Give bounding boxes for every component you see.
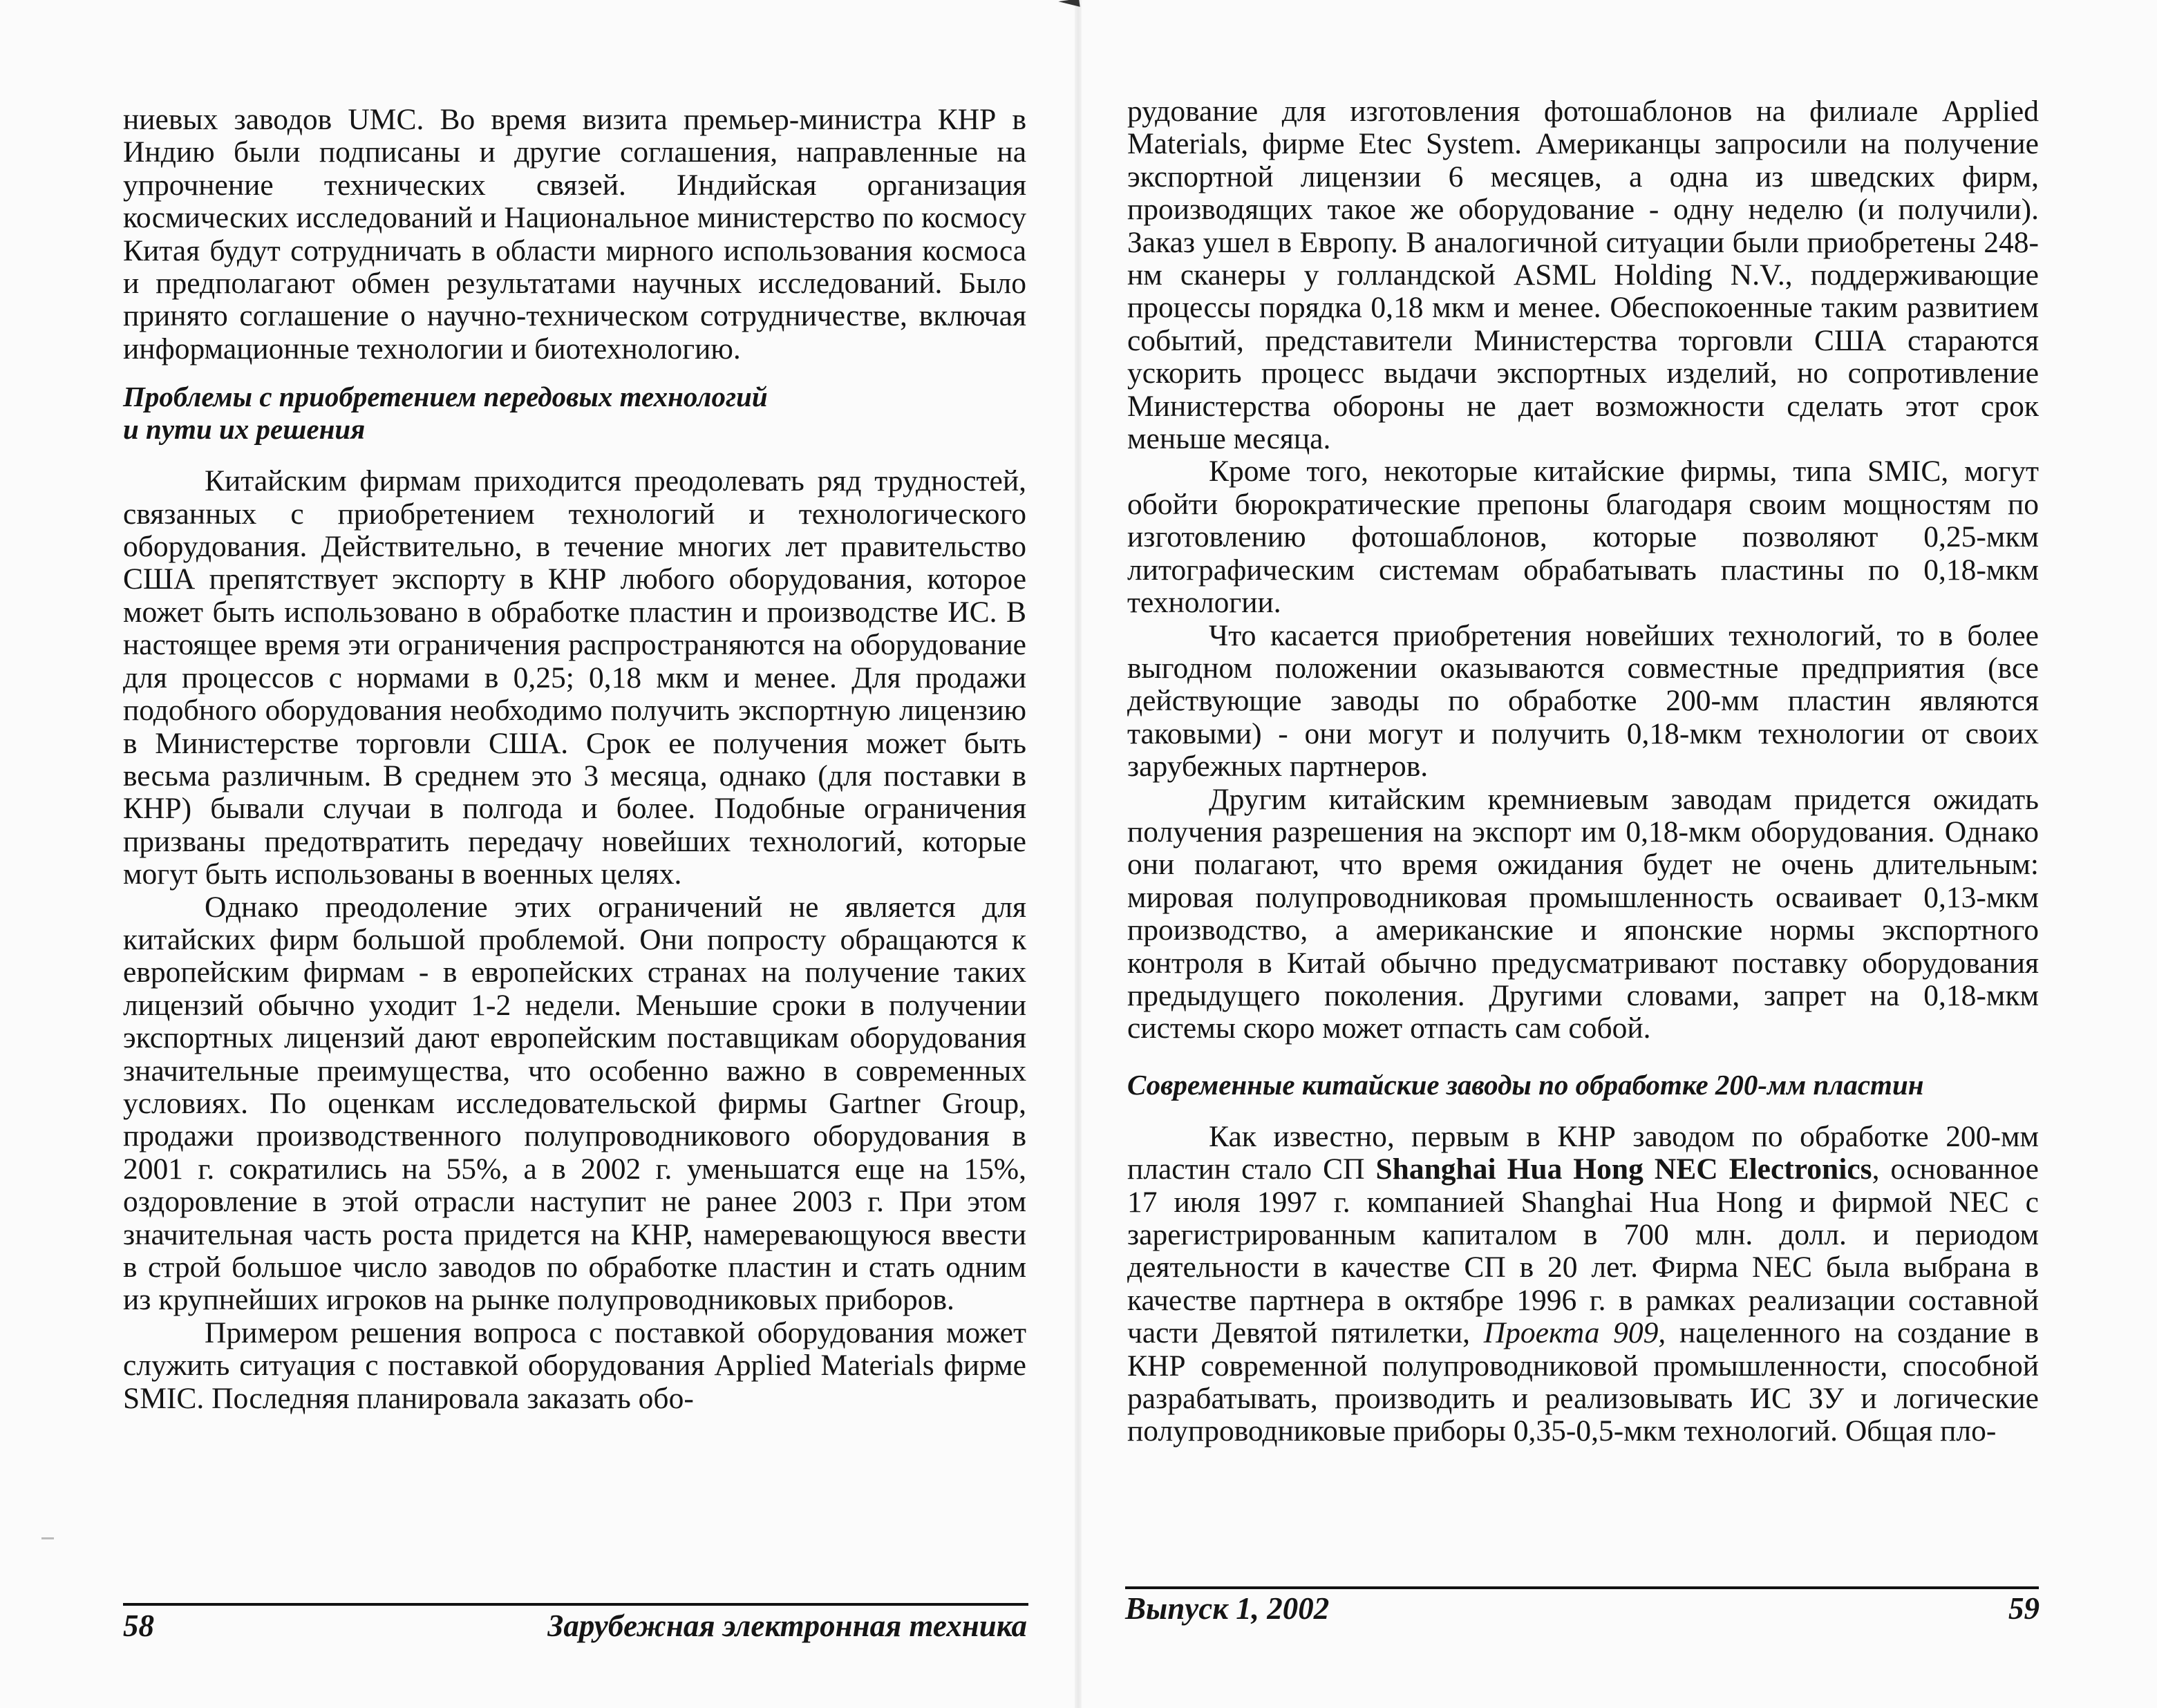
section-heading <box>123 381 1026 446</box>
paragraph: Примером решения вопроса с поставкой оборудования может служить ситуация с поставкой оборудования Applied Materials фирме SMIC. Последняя планировала заказать обо- <box>123 1316 1026 1415</box>
text-run: нацеленного на создание в КНР современной полупроводниковой промышленности, способной разрабатывать, производить и реализовывать ИС ЗУ и логические полупроводниковые приборы 0,35-0,5-мкм технологий. Общая пло- <box>1127 1316 2039 1448</box>
company-name: Shanghai Hua Hong NEC Electronics <box>1375 1152 1872 1186</box>
paragraph: Что касается приобретения новейших технологий, то в более выгодном положении оказываются совместные предприятия (все действующие заводы по обработке 200-мм пластин являются таковыми) - они могут и получить 0,18-мкм технологии от своих зарубежных партнеров. <box>1127 618 2039 784</box>
issue-label: Выпуск 1, 2002 <box>1125 1591 1330 1626</box>
project-name: Проекта 909, <box>1483 1316 1666 1350</box>
footer-rule <box>1125 1586 2039 1589</box>
text-run: Как известно, первым в КНР заводом по обработке 200-мм пластин стало СП <box>1127 1119 2039 1186</box>
paragraph: Кроме того, некоторые китайские фирмы, типа SMIC, могут обойти бюрократические препоны благодаря своим мощностям по изготовлению фотошаблонов, которые позволяют 0,25-мкм литографическим системам обрабатывать пластины по 0,18-мкм технологии. <box>1127 455 2039 620</box>
paragraph: Другим китайским кремниевым заводам придется ожидать получения разрешения на экспорт им 0,18-мкм оборудования. Однако они полагают, что время ожидания будет не очень длительным: мировая полупроводниковая промышленность осваивает 0,13-мкм производство, а американские и японские нормы экспортного контроля в Китай обычно предусматривают поставку оборудования предыдущего поколения. Другими словами, запрет на 0,18-мкм системы скоро может отпасть сам собой. <box>1127 782 2039 1045</box>
journal-title: Зарубежная электронная техника <box>547 1609 1027 1643</box>
paragraph: Однако преодоление этих ограничений не является для китайских фирм большой проблемой. Они попросту обращаются к европейским фирмам - в европейских странах на получение таких лицензий обычно уходит 1-2 недели. Меньшие сроки в получении экспортных лицензий дают европейским поставщикам оборудования значительные преимущества, что особенно важно в современных условиях. По оценкам исследовательской фирмы Gartner Group, продажи производственного полупроводникового оборудования в 2001 г. сократились на 55%, а в 2002 г. уменьшатся еще на 15%, оздоровление в этой отрасли наступит не ранее 2003 г. При этом значительная часть роста придется на КНР, намеревающуюся ввести в строй большое число заводов по обработке пластин и стать одним из крупнейших игроков на рынке полупроводниковых приборов. <box>123 890 1026 1317</box>
section-heading-line: и пути их решения <box>123 413 366 446</box>
right-page <box>1078 0 2157 1708</box>
left-text-column <box>123 104 1026 1415</box>
paragraph: рудование для изготовления фотошаблонов на филиале Applied Materials, фирме Etec System. Американцы запросили на получение экспортной лицензии 6 месяцев, а одна из шведских фирм, производящих такое же оборудование - одну неделю (и получили). Заказ ушел в Европу. В аналогичной ситуации были приобретены 248-нм сканеры у голландской ASML Holding N.V., поддерживающие процессы порядка 0,18 мкм и менее. Обеспокоенные таким развитием событий, представители Министерства торговли США стараются ускорить процесс выдачи экспортных изделий, но сопротивление Министерства обороны не дает возможности сделать этот срок меньше месяца. <box>1127 95 2039 456</box>
right-text-column <box>1127 95 2039 1448</box>
page-number: 58 <box>123 1609 154 1643</box>
footer-rule <box>123 1603 1028 1606</box>
paragraph: Китайским фирмам приходится преодолевать ряд трудностей, связанных с приобретением технологий и технологического оборудования. Действительно, в течение многих лет правительство США препятствует экспорту в КНР любого оборудования, которое может быть использовано в обработке пластин и производстве ИС. В настоящее время эти ограничения распространяются на оборудование для процессов с нормами в 0,25; 0,18 мкм и менее. Для продажи подобного оборудования необходимо получить экспортную лицензию в Министерстве торговли США. Срок ее получения может быть весьма различным. В среднем это 3 месяца, однако (для поставки в КНР) бывали случаи в полгода и более. Подобные ограничения призваны предотвратить передачу новейших технологий, которые могут быть использованы в военных целях. <box>123 464 1026 891</box>
scan-margin-mark <box>41 1537 54 1539</box>
paragraph <box>1127 1121 2039 1448</box>
text-run: , основанное 17 июля 1997 г. компанией Shanghai Hua Hong и фирмой NEC с зарегистрированным капиталом в 700 млн. долл. и периодом деятельности в качестве СП в 20 лет. Фирма NEC была выбрана в качестве партнера в октябре 1996 г. в рамках реализации составной части Девятой пятилетки, <box>1127 1152 2039 1350</box>
section-heading-line: Проблемы с приобретением передовых технологий <box>123 381 768 413</box>
page-number: 59 <box>2008 1591 2040 1626</box>
paragraph: ниевых заводов UMC. Во время визита премьер-министра КНР в Индию были подписаны и другие соглашения, направленные на упрочнение технических связей. Индийская организация космических исследований и Национальное министерство по космосу Китая будут сотрудничать в области мирного использования космоса и предполагают обмен результатами научных исследований. Было принято соглашение о научно-техническом сотрудничестве, включая информационные технологии и биотехнологию. <box>123 103 1026 366</box>
left-page <box>0 0 1078 1708</box>
section-heading: Современные китайские заводы по обработке 200-мм пластин <box>1127 1068 1924 1101</box>
